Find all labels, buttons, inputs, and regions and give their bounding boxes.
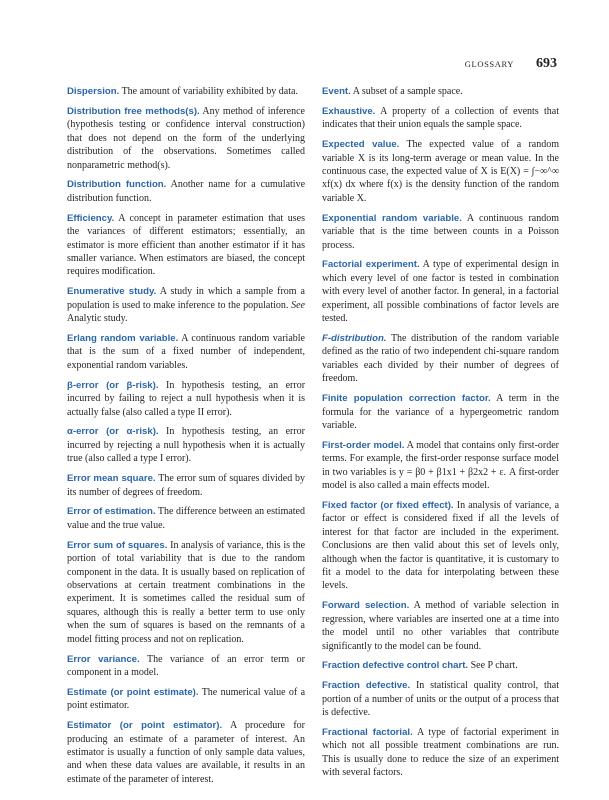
entry-term: Forward selection. bbox=[322, 600, 410, 612]
entry-term: Error sum of squares. bbox=[67, 539, 168, 551]
page-number: 693 bbox=[536, 56, 557, 71]
entry-term: Dispersion. bbox=[67, 86, 120, 97]
entry-definition: A concept in parameter estimation that uses the variances of different estimators; essentially, an estimator is more efficient than another estimator if it has smaller variance. When estimators are biased, the concept requires modification. bbox=[67, 212, 306, 278]
glossary-entry bbox=[67, 653, 305, 680]
entry-definition: A continuous random variable that is the time between counts in a Poisson process. bbox=[322, 212, 560, 251]
glossary-entry bbox=[67, 85, 305, 98]
entry-term: F-distribution. bbox=[322, 333, 387, 344]
glossary-entry bbox=[322, 138, 559, 205]
glossary-entry bbox=[322, 679, 559, 719]
entry-term: Factorial experiment. bbox=[322, 259, 420, 271]
entry-definition: In analysis of variance, this is the portion of total variability that is due to the random component in the data. It is usually based on replication of observations at certain treatment combinations in the experiment. It is sometimes called the residual sum of squares, although this is really a better term to use only when the sum of squares is based on the remnants of a model fitting process and not on replication. bbox=[67, 539, 306, 645]
entry-term: Estimate (or point estimate). bbox=[67, 686, 199, 698]
entry-term: First-order model. bbox=[322, 439, 405, 451]
entry-definition: Another name for a cumulative distribution function. bbox=[67, 179, 306, 204]
entry-definition: The error sum of squares divided by its number of degrees of freedom. bbox=[67, 473, 305, 498]
entry-term: Enumerative study. bbox=[67, 286, 157, 298]
entry-definition: The variance of an error term or component in a model. bbox=[67, 653, 305, 678]
entry-definition: A subset of a sample space. bbox=[352, 86, 463, 97]
glossary-entry bbox=[67, 686, 305, 713]
entry-definition: See P chart. bbox=[470, 660, 518, 672]
entry-definition: A study in which a sample from a population is used to make inference to the population. bbox=[67, 286, 305, 311]
entry-term: Distribution function. bbox=[67, 179, 167, 191]
entry-term: Fractional factorial. bbox=[322, 727, 413, 739]
glossary-entry bbox=[67, 539, 305, 646]
glossary-entry bbox=[322, 499, 559, 593]
glossary-entry bbox=[322, 105, 559, 132]
entry-term: Error mean square. bbox=[67, 473, 156, 485]
entry-definition: A model that contains only first-order terms. For example, the first-order response surface model in two variables is y = β0 + β1x1 + β2x2 + ε. A first-order model is also called a main effects model. bbox=[322, 439, 560, 492]
entry-term: Event. bbox=[322, 86, 351, 97]
entry-term: Exhaustive. bbox=[322, 105, 376, 117]
entry-definition: A continuous random variable that is the sum of a fixed number of independent, exponential random variables. bbox=[67, 333, 305, 371]
entry-definition: In hypothesis testing, an error incurred by failing to reject a null hypothesis when it is actually false (also called a type II error). bbox=[67, 379, 306, 418]
see-reference: Analytic study. bbox=[67, 313, 128, 325]
entry-definition: The numerical value of a point estimator. bbox=[67, 686, 306, 712]
entry-term: Fraction defective. bbox=[322, 680, 411, 692]
entry-term: Fraction defective control chart. bbox=[322, 660, 469, 672]
entry-definition: The difference between an estimated value and the true value. bbox=[67, 506, 306, 531]
entry-definition: Any method of inference (hypothesis testing or confidence interval construction) that does not depend on the form of the underlying distribution of the observations. Sometimes called nonparametric method(s). bbox=[67, 105, 305, 171]
entry-term: Error variance. bbox=[67, 653, 140, 665]
glossary-entry bbox=[322, 439, 559, 493]
glossary-entry bbox=[322, 85, 559, 98]
section-label: GLOSSARY bbox=[464, 59, 514, 69]
entry-term: Distribution free methods(s). bbox=[67, 105, 200, 117]
glossary-entry bbox=[322, 599, 559, 653]
entry-term: Finite population correction factor. bbox=[322, 393, 491, 405]
entry-term: Efficiency. bbox=[67, 212, 115, 224]
entry-definition: A property of a collection of events that indicates that their union equals the sample space. bbox=[322, 105, 559, 131]
glossary-entry bbox=[322, 258, 559, 325]
glossary-entry bbox=[67, 425, 305, 465]
entry-definition: A method of variable selection in regression, where variables are inserted one at a time into the model until no other variables that contribute significantly to the model can be found. bbox=[322, 600, 559, 652]
entry-definition: In analysis of variance, a factor or effect is considered fixed if all the levels of interest for that factor are included in the experiment. Conclusions are then valid about this set of levels only, although when the factor is quantitative, it is customary to fit a model to the data for interpolating between these levels. bbox=[322, 499, 560, 592]
glossary-entry bbox=[67, 285, 305, 325]
entry-definition: The amount of variability exhibited by data. bbox=[121, 86, 298, 97]
entry-term: Expected value. bbox=[322, 139, 400, 151]
entry-definition: A type of factorial experiment in which not all possible treatment combinations are run. This is usually done to reduce the size of an experiment with several factors. bbox=[322, 727, 559, 779]
glossary-entry bbox=[67, 105, 305, 172]
entry-definition: In hypothesis testing, an error incurred by rejecting a null hypothesis when it is actually true (also called a type I error). bbox=[67, 426, 306, 465]
entry-term: Exponential random variable. bbox=[322, 212, 462, 224]
glossary-entry bbox=[67, 472, 305, 499]
glossary-entry bbox=[67, 178, 305, 205]
glossary-entry bbox=[67, 332, 305, 372]
glossary-entry bbox=[322, 726, 559, 780]
entry-definition: In statistical quality control, that portion of a number of units or the output of a process that is defective. bbox=[322, 680, 559, 719]
glossary-entry bbox=[322, 212, 559, 252]
see-label: See bbox=[291, 299, 305, 311]
entry-term: α-error (or α-risk). bbox=[67, 426, 159, 438]
entry-term: Error of estimation. bbox=[67, 506, 156, 518]
entry-definition: A type of experimental design in which every level of one factor is tested in combination with every level of another factor. In general, in a factorial experiment, all possible combinations of factor levels are tested. bbox=[322, 259, 559, 325]
glossary-entry bbox=[322, 659, 559, 672]
page-header bbox=[465, 56, 557, 72]
entry-definition: A term in the formula for the variance of a hypergeometric random variable. bbox=[322, 393, 560, 431]
glossary-entry bbox=[322, 392, 559, 432]
entry-term: Estimator (or point estimator). bbox=[67, 720, 223, 732]
glossary-entry bbox=[67, 719, 305, 786]
entry-term: β-error (or β-risk). bbox=[67, 379, 159, 391]
right-column bbox=[322, 85, 559, 786]
glossary-entry bbox=[67, 379, 305, 419]
entry-term: Fixed factor (or fixed effect). bbox=[322, 499, 454, 511]
glossary-entry bbox=[322, 332, 559, 386]
glossary-entry bbox=[67, 505, 305, 532]
left-column bbox=[67, 85, 305, 793]
entry-definition: The distribution of the random variable defined as the ratio of two independent chi-square random variables each divided by their number of degrees of freedom. bbox=[322, 333, 559, 385]
entry-term: Erlang random variable. bbox=[67, 333, 179, 344]
glossary-entry bbox=[67, 212, 305, 279]
entry-definition: The expected value of a random variable X is its long-term average or mean value. In the continuous case, the expected value of X is E(X) = ∫−∞^∞ xf(x) dx where f(x) is the density function of the random variable X. bbox=[322, 139, 559, 204]
entry-definition: A procedure for producing an estimate of a parameter of interest. An estimator is usually a function of only sample data values, and when these data values are available, it results in an estimate of the parameter of interest. bbox=[67, 720, 305, 785]
